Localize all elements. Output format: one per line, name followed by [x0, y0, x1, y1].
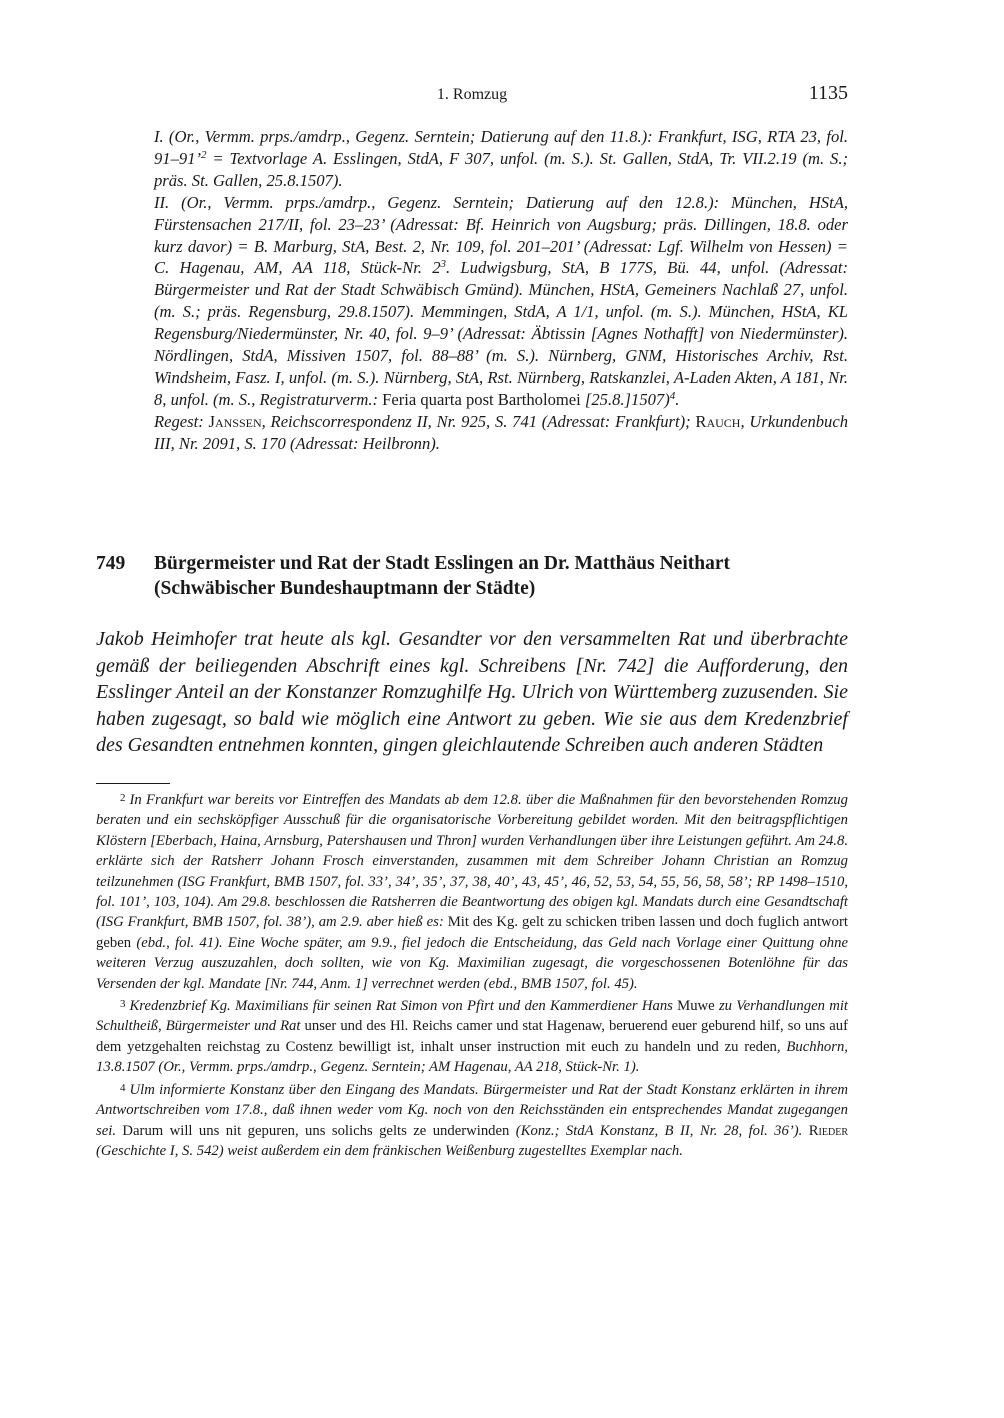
document-summary: Jakob Heimhofer trat heute als kgl. Gesandter vor den versammelten Rat und überbrachte gemäß der beiliegenden Abschrift eines kgl. Schreibens [Nr. 742] die Aufforderung, den Esslinger Anteil an der Konstanzer Romzughilfe Hg. Ulrich von Württemberg zuzusenden. Sie haben zugesagt, so bald wie möglich eine Antwort zu geben. Wie sie aus dem Kredenzbrief des Gesandten entnehmen konnten, gingen gleichlautende Schreiben auch anderen Städten [96, 628, 848, 757]
footnote-divider [96, 783, 170, 784]
footnote-ref-2[interactable]: 2 [201, 148, 207, 161]
author-janssen: Janssen [208, 411, 262, 431]
footnote-ref-3[interactable]: 3 [440, 258, 447, 271]
source-entry-1: I. (Or., Vermm. prps./amdrp., Gegenz. Serntein; Datierung auf den 11.8.): Frankfurt, ISG, RTA 23, fol. 91–91’$^2$ = Textvorlage A. Esslingen, StdA, F 307, unfol. (m. S.). St. Gallen, StdA, Tr. VII.2.19 (m. S.; präs. St. Gallen, 25.8.1507). [154, 127, 848, 190]
page-number: 1135 [808, 82, 848, 104]
regest-entry: Regest: Janssen, Reichscorrespondenz II, Nr. 925, S. 741 (Adressat: Frankfurt); Rauch, Urkundenbuch III, Nr. 2091, S. 170 (Adressat: Heilbronn). [154, 411, 848, 453]
document-title: Bürgermeister und Rat der Stadt Esslingen an Dr. Matthäus Neithart (Schwäbischer Bundeshauptmann der Städte) [154, 553, 730, 599]
author-rauch: Rauch [695, 411, 741, 431]
source-entry-2: II. (Or., Vermm. prps./amdrp., Gegenz. Serntein; Datierung auf den 12.8.): München, HStA, Fürstensachen 217/II, fol. 23–23’ (Adressat: Bf. Heinrich von Augsburg; präs. Dillingen, 18.8. oder kurz davor) = B. Marburg, StA, Best. 2, Nr. 109, fol. 201–201’ (Adressat: Lgf. Wilhelm von Hessen) = C. Hagenau, AM, AA 118, Stück-Nr. $2^3$. Ludwigsburg, StA, B 177S, Bü. 44, unfol. (Adressat: Bürgermeister und Rat der Stadt Schwäbisch Gmünd). München, HStA, Gemeiners Nachlaß 27, unfol. (m. S.; präs. Regensburg, 29.8.1507). Memmingen, StdA, A 1/1, unfol. (m. S.). München, HStA, KL Regensburg/Niedermünster, Nr. 40, fol. 9–9’ (Adressat: Äbtissin [Agnes Nothafft] von Niedermünster). Nördlingen, StdA, Missiven 1507, fol. 88–88’ (m. S.). Nürnberg, GNM, Historisches Archiv, Rst. Windsheim, Fasz. I, unfol. (m. S.). Nürnberg, StA, Rst. Nürnberg, Ratskanzlei, A-Laden Akten, A 181, Nr. 8, unfol. (m. S., Registraturverm.: Feria quarta post Bartholomei [25.8.]1507)$^4$. [154, 192, 849, 409]
footnote-4: $^4$ Ulm informierte Konstanz über den Eingang des Mandats. Bürgermeister und Rat der Stadt Konstanz erklärten in ihrem Antwortschreiben vom 17.8., daß ihnen weder vom Kg. noch von den Reichsständen ein entsprechendes Mandat zugegangen sei. Darum will uns nit gepuren, uns solichs gelts ze underwinden (Konz.; StdA Konstanz, B II, Nr. 28, fol. 36’). Rieder (Geschichte I, S. 542) weist außerdem ein dem fränkischen Weißenburg zugestelltes Exemplar nach. [96, 1081, 848, 1159]
running-title: 1. Romzug [436, 86, 508, 103]
footnote-3: $^3$ Kredenzbrief Kg. Maximilians für seinen Rat Simon von Pfirt und den Kammerdiener Hans Muwe zu Verhandlungen mit Schultheiß, Bürgermeister und Rat unser und des Hl. Reichs camer und stat Hagenaw, beruerend euer geburend hilf, so uns auf dem yetzgehalten reichstag zu Costenz bewilligt ist, inhalt unser instruction mit euch zu handeln und zu reden, Buchhorn, 13.8.1507 (Or., Vermm. prps./amdrp., Gegenz. Serntein; AM Hagenau, AA 218, Stück-Nr. 1). [96, 998, 848, 1076]
source-apparatus [154, 126, 848, 455]
footnote-2: $^2$ In Frankfurt war bereits vor Eintreffen des Mandats ab dem 12.8. über die Maßnahmen für den bevorstehenden Romzug beraten und ein sechsköpfiger Ausschuß für die organisatorische Vorbereitung gebildet worden. Mit den beitragspflichtigen Klöstern [Eberbach, Haina, Arnsburg, Patershausen und Thron] wurden Verhandlungen über ihre Leistungen geführt. Am 24.8. erklärte sich der Ratsherr Johann Frosch einverstanden, zusammen mit dem Schreiber Johann Christian an Romzug teilzunehmen (ISG Frankfurt, BMB 1507, fol. 33’, 34’, 35’, 37, 38, 40’, 43, 45’, 46, 52, 53, 54, 55, 56, 58, 58’; RP 1498–1510, fol. 101’, 103, 104). Am 29.8. beschlossen die Ratsherren die Beantwortung des obigen kgl. Mandats durch eine Gesandtschaft (ISG Frankfurt, BMB 1507, fol. 38’), am 2.9. aber hieß es: Mit des Kg. gelt zu schicken triben lassen und doch fuglich antwort geben (ebd., fol. 41). Eine Woche später, am 9.9., fiel jedoch die Entscheidung, das Geld nach Vorlage einer Quittung ohne weiteren Verzug auszuzahlen, doch sollten, wie von Kg. Maximilian zugesagt, die vorgeschossenen Botenlöhne für das Versenden der kgl. Mandate [Nr. 744, Anm. 1] verrechnet werden (ebd., BMB 1507, fol. 45). [96, 792, 848, 992]
footnotes [96, 788, 848, 1161]
running-head [96, 82, 848, 108]
footnote-ref-4[interactable]: 4 [669, 389, 676, 402]
document-number: 749 [96, 553, 126, 574]
author-rieder: Rieder [808, 1122, 848, 1139]
